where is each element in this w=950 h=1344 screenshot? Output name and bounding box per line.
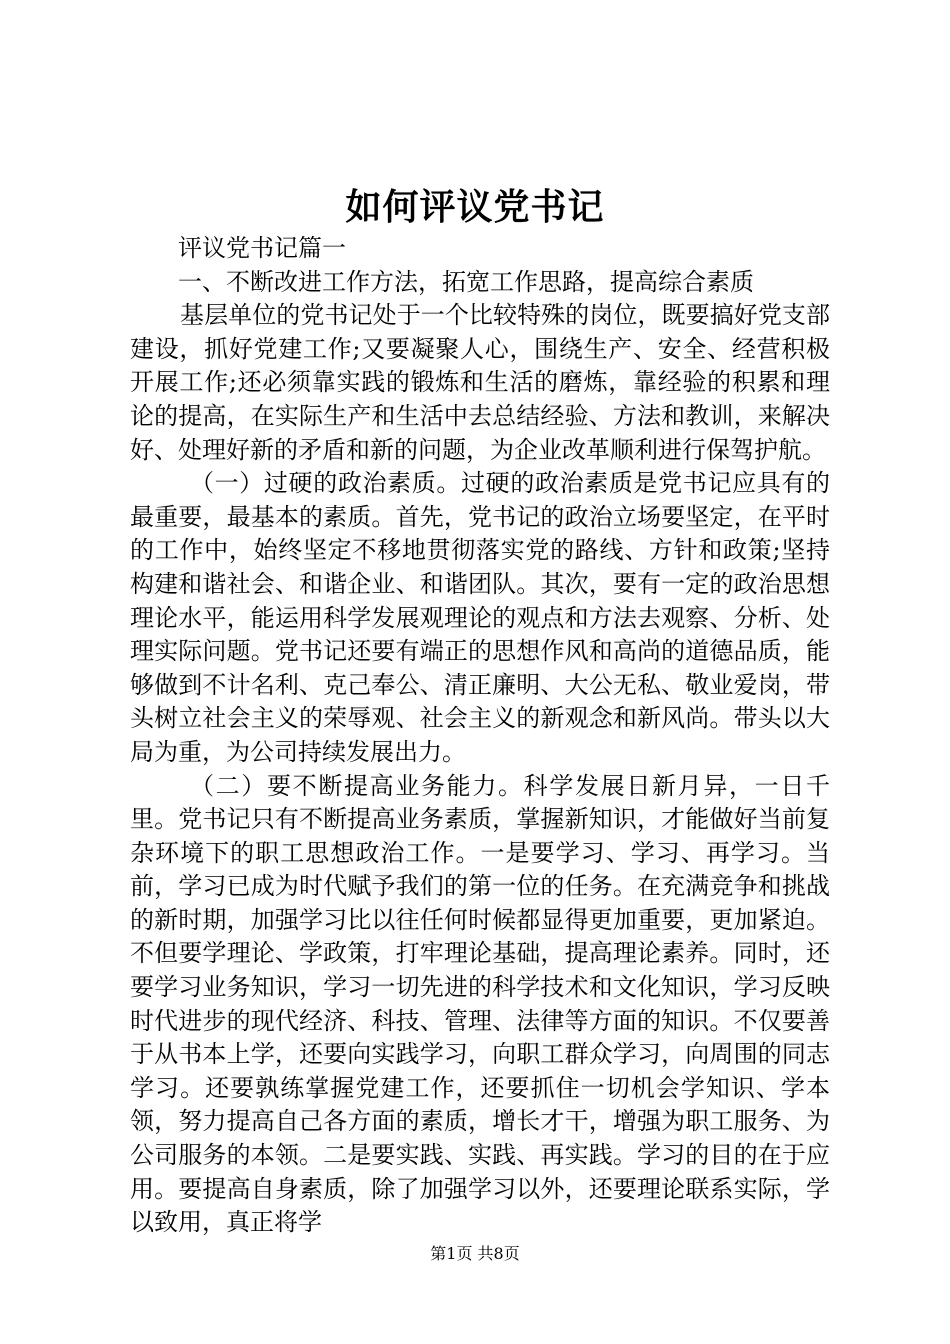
body-paragraph: 基层单位的党书记处于一个比较特殊的岗位，既要搞好党支部建设，抓好党建工作;又要凝聚人心，围绕生产、安全、经营积极开展工作;还必须靠实践的锻炼和生活的磨炼，靠经验的积累和理论的提高，在实际生产和生活中去总结经验、方法和教训，来解决好、处理好新的矛盾和新的问题，为企业改革顺利进行保驾护航。 — [130, 301, 830, 464]
document-body — [130, 232, 830, 1240]
body-paragraph: （二）要不断提高业务能力。科学发展日新月异，一日千里。党书记只有不断提高业务素质，掌握新知识，才能做好当前复杂环境下的职工思想政治工作。一是要学习、学习、再学习。当前，学习已成为时代赋予我们的第一位的任务。在充满竞争和挑战的新时期，加强学习比以往任何时候都显得更加重要，更加紧迫。不但要学理论、学政策，打牢理论基础，提高理论素养。同时，还要学习业务知识，学习一切先进的科学技术和文化知识，学习反映时代进步的现代经济、科技、管理、法律等方面的知识。不仅要善于从书本上学，还要向实践学习，向职工群众学习，向周围的同志学习。还要孰练掌握党建工作，还要抓住一切机会学知识、学本领，努力提高自己各方面的素质，增长才干，增强为职工服务、为公司服务的本领。二是要实践、实践、再实践。学习的目的在于应用。要提高自身素质，除了加强学习以外，还要理论联系实际，学以致用，真正将学 — [130, 771, 830, 1237]
page-number-footer: 第1页 共8页 — [430, 1244, 520, 1263]
section-heading: 评议党书记篇一 — [178, 234, 346, 262]
body-paragraph: （一）过硬的政治素质。过硬的政治素质是党书记应具有的最重要，最基本的素质。首先，党书记的政治立场要坚定，在平时的工作中，始终坚定不移地贯彻落实党的路线、方针和政策;坚持构建和谐社会、和谐企业、和谐团队。其次，要有一定的政治思想理论水平，能运用科学发展观理论的观点和方法去观察、分析、处理实际问题。党书记还要有端正的思想作风和高尚的道德品质，能够做到不计名利、克己奉公、清正廉明、大公无私、敬业爱岗，带头树立社会主义的荣辱观、社会主义的新观念和新风尚。带头以大局为重，为公司持续发展出力。 — [130, 469, 830, 766]
subsection-heading: 一、不断改进工作方法，拓宽工作思路，提高综合素质 — [178, 267, 754, 296]
document-title: 如何评议党书记 — [345, 186, 605, 228]
